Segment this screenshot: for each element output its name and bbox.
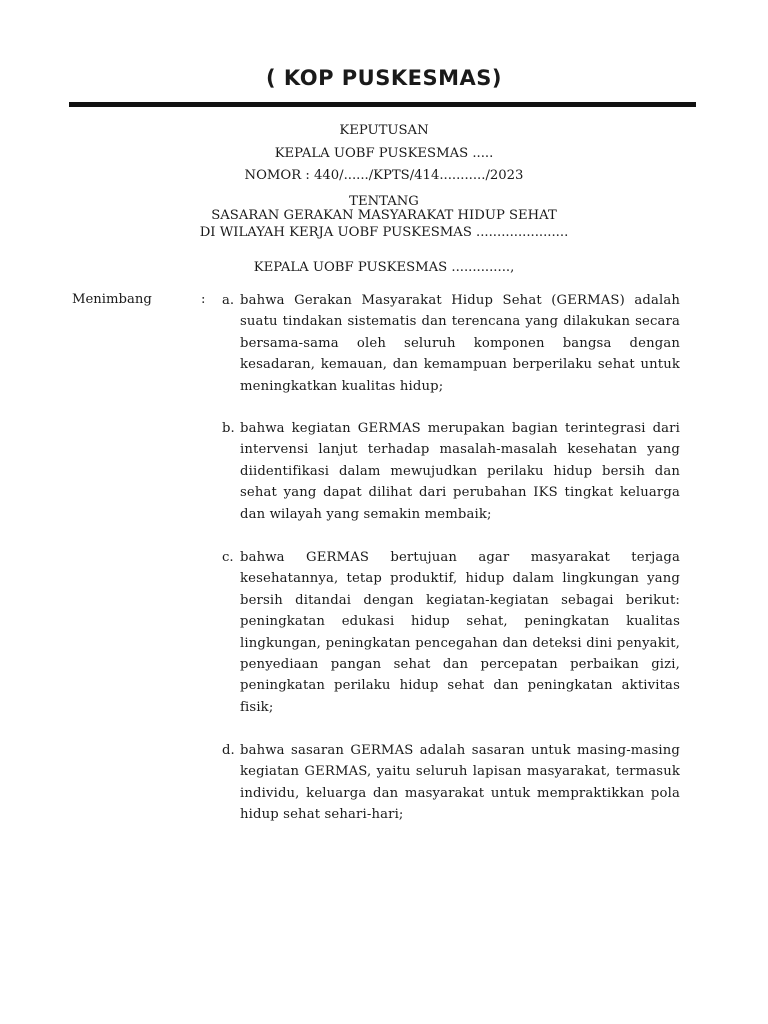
item-text: bahwa GERMAS bertujuan agar masyarakat terjaga kesehatannya, tetap produktif, hidup dalam lingkungan yang bersih ditandai dengan kegiatan-kegiatan sebagai berikut: peningkatan edukasi hidup sehat, peningkatan kualitas lingkungan, peningkatan pencegahan dan deteksi dini penyakit, penyediaan pangan sehat dan percepatan perbaikan gizi, peningkatan perilaku hidup sehat dan peningkatan aktivitas fisik;	[240, 550, 680, 715]
item-letter: b.	[222, 421, 235, 436]
item-text: bahwa sasaran GERMAS adalah sasaran untuk masing-masing kegiatan GERMAS, yaitu seluruh lapisan masyarakat, termasuk individu, keluarga dan masyarakat untuk mempraktikkan pola hidup sehat sehari-hari;	[240, 743, 680, 823]
item-letter: d.	[222, 743, 235, 758]
item-text: bahwa Gerakan Masyarakat Hidup Sehat (GERMAS) adalah suatu tindakan sistematis dan terencana yang dilakukan secara bersama-sama oleh seluruh komponen bangsa dengan kesadaran, kemauan, dan kemampuan berperilaku sehat untuk meningkatkan kualitas hidup;	[240, 293, 680, 394]
considering-colon: :	[201, 292, 206, 307]
authority-line: KEPALA UOBF PUSKESMAS ..............,	[253, 260, 515, 275]
document-type: KEPUTUSAN	[339, 123, 429, 138]
item-letter: a.	[222, 293, 235, 308]
letterhead-rule	[69, 102, 696, 107]
subject-line-1: SASARAN GERAKAN MASYARAKAT HIDUP SEHAT	[211, 208, 557, 223]
item-letter: c.	[222, 550, 234, 565]
issuer-title: KEPALA UOBF PUSKESMAS .....	[274, 146, 494, 161]
decree-number: NOMOR : 440/....../KPTS/414.........../2023	[244, 168, 524, 183]
item-text: bahwa kegiatan GERMAS merupakan bagian terintegrasi dari intervensi lanjut terhadap masalah-masalah kesehatan yang diidentifikasi dalam mewujudkan perilaku hidup bersih dan sehat yang dapat dilihat dari perubahan IKS tingkat keluarga dan wilayah yang semakin membaik;	[240, 421, 680, 522]
letterhead-placeholder: ( KOP PUSKESMAS)	[266, 66, 502, 90]
tentang-heading: TENTANG	[349, 194, 419, 209]
considering-label: Menimbang	[72, 292, 152, 307]
subject-line-2: DI WILAYAH KERJA UOBF PUSKESMAS ......................	[199, 225, 569, 240]
